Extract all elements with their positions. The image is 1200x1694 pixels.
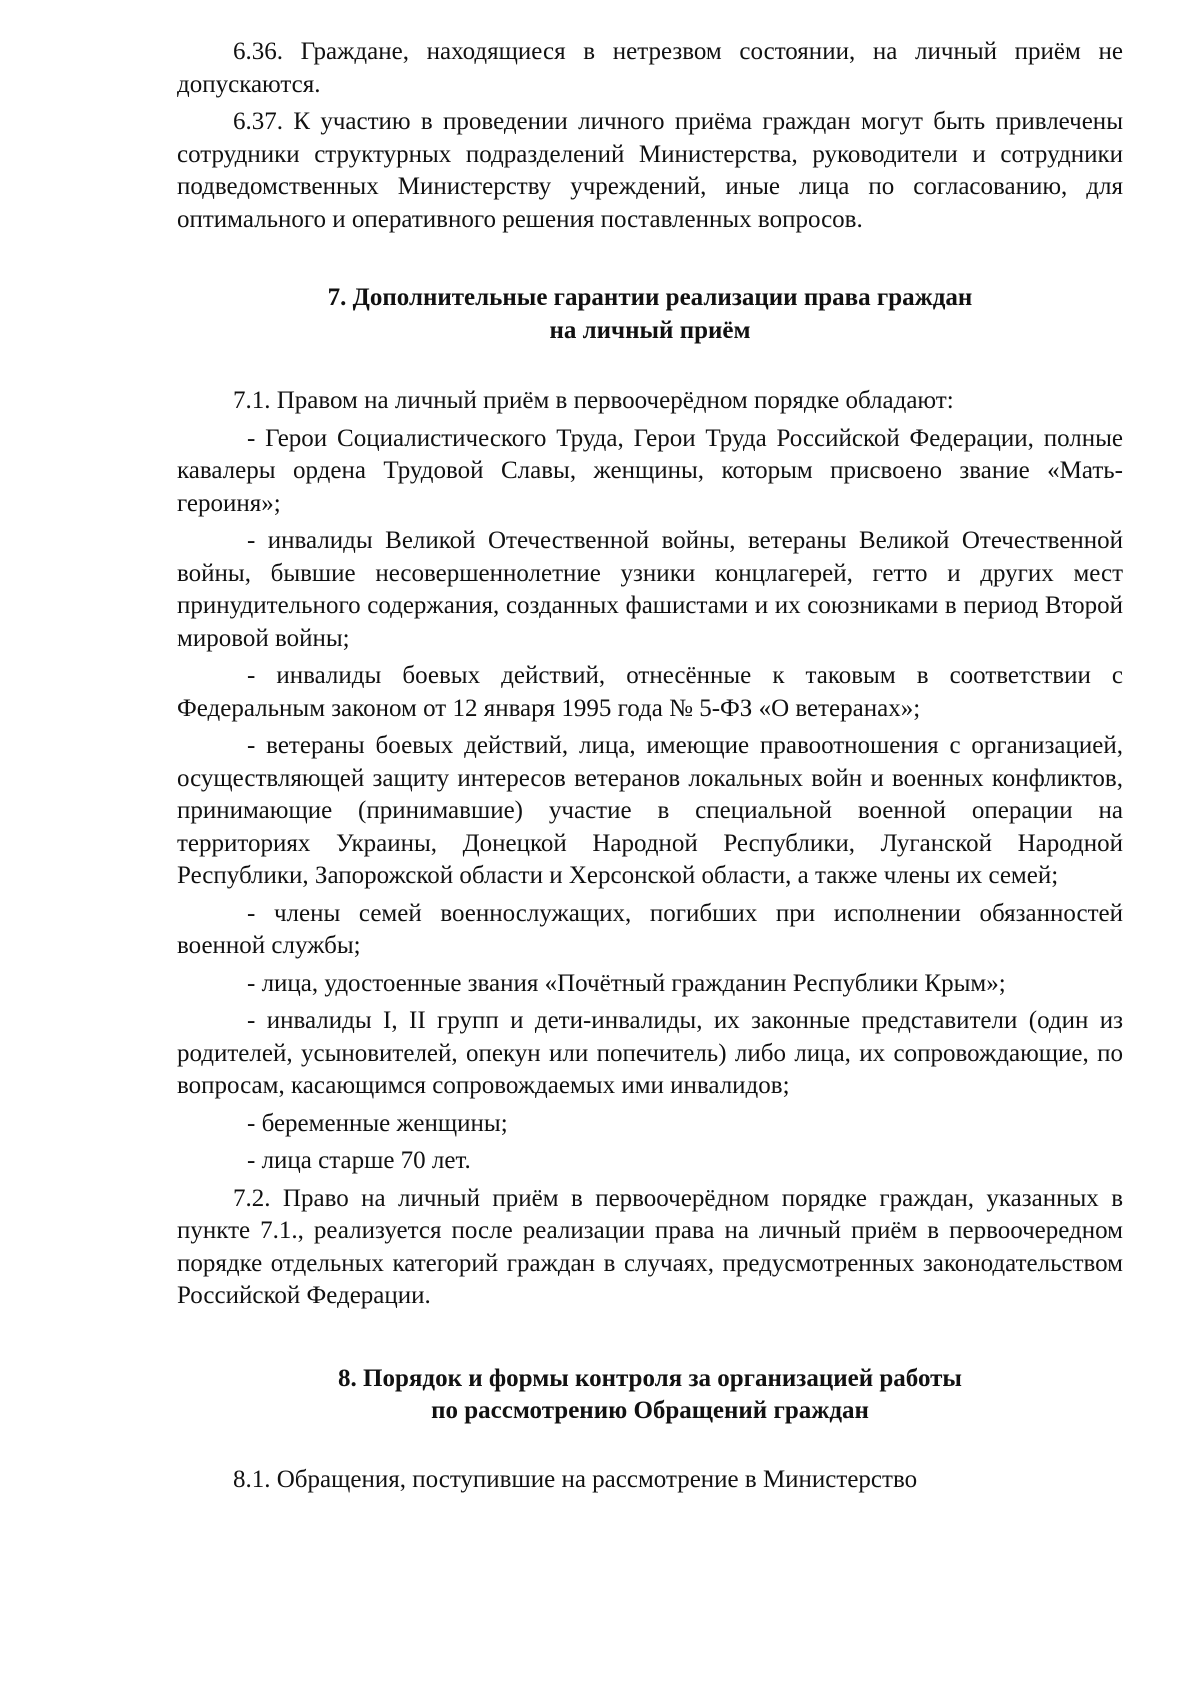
paragraph-6-36: 6.36. Граждане, находящиеся в нетрезвом состоянии, на личный приём не допускаются. [177,38,1123,98]
paragraph-8-1: 8.1. Обращения, поступившие на рассмотрение в Министерство [233,1465,918,1493]
list-item-seniors: - лица старше 70 лет. [247,1147,471,1174]
section-7-heading-line2: на личный приём [549,316,751,344]
list-item-military-families: - члены семей военнослужащих, погибших при исполнении обязанностей военной службы; [177,899,1123,959]
list-item-combat-veterans: - ветераны боевых действий, лица, имеющие правоотношения с организацией, осуществляющей защиту интересов ветеранов локальных войн и военных конфликтов, принимающие (принимавшие) участие в специальной военной операции на территориях Украины, Донецкой Народной Республики, Луганской Народной Республики, Запорожской области и Херсонской области, а также члены их семей; [177,732,1123,889]
list-item-combat-invalids: - инвалиды боевых действий, отнесённые к таковым в соответствии с Федеральным законом от 12 января 1995 года № 5-ФЗ «О ветеранах»; [177,662,1123,722]
document-page [177,36,1123,1496]
list-item-disabled-persons: - инвалиды I, II групп и дети-инвалиды, их законные представители (один из родителей, усыновителей, опекун или попечитель) либо лица, их сопровождающие, по вопросам, касающимся сопровождаемых ими инвалидов; [177,1007,1123,1099]
list-item-honorary-citizens: - лица, удостоенные звания «Почётный гражданин Республики Крым»; [247,969,1006,997]
paragraph-7-1: 7.1. Правом на личный приём в первоочерёдном порядке обладают: [233,387,954,414]
paragraph-7-2: 7.2. Право на личный приём в первоочерёдном порядке граждан, указанных в пункте 7.1., реализуется после реализации права на личный приём в первоочередном порядке отдельных категорий граждан в случаях, предусмотренных законодательством Российской Федерации. [177,1184,1123,1309]
paragraph-6-37: 6.37. К участию в проведении личного приёма граждан могут быть привлечены сотрудники структурных подразделений Министерства, руководители и сотрудники подведомственных Министерству учреждений, иные лица по согласованию, для оптимального и оперативного решения поставленных вопросов. [177,108,1123,233]
list-item-pregnant-women: - беременные женщины; [247,1109,508,1137]
section-8-heading-line2: по рассмотрению Обращений граждан [431,1397,869,1424]
list-item-wwii-veterans: - инвалиды Великой Отечественной войны, ветераны Великой Отечественной войны, бывшие несовершеннолетние узники концлагерей, гетто и других мест принудительного содержания, созданных фашистами и их союзниками в период Второй мировой войны; [177,527,1123,652]
section-7-heading-line1: 7. Дополнительные гарантии реализации права граждан [327,284,973,311]
section-7-heading [177,282,1123,347]
section-8-heading [177,1363,1123,1428]
section-8-heading-line1: 8. Порядок и формы контроля за организацией работы [338,1364,962,1392]
list-item-heroes: - Герои Социалистического Труда, Герои Труда Российской Федерации, полные кавалеры ордена Трудовой Славы, женщины, которым присвоено звание «Мать-героиня»; [177,424,1123,517]
